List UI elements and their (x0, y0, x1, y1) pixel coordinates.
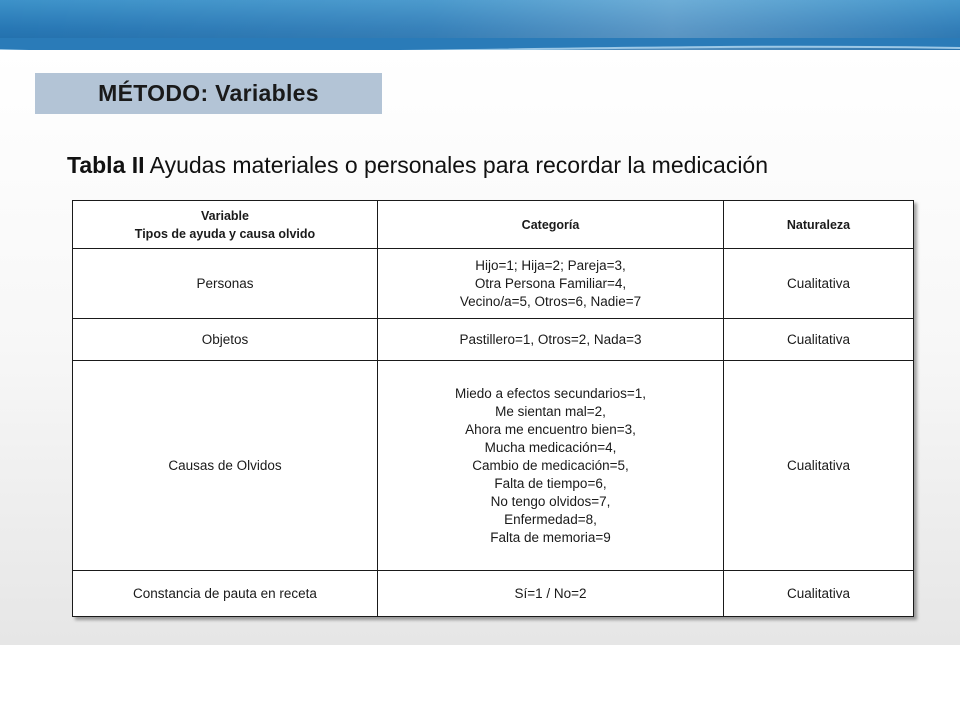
categoria-line: Ahora me encuentro bien=3, (465, 421, 636, 437)
cell-naturaleza: Cualitativa (724, 361, 914, 571)
categoria-line: Hijo=1; Hija=2; Pareja=3, (475, 257, 626, 273)
categoria-line: No tengo olvidos=7, (490, 493, 611, 509)
table-caption-number: Tabla II (67, 152, 145, 178)
table-row (73, 361, 914, 571)
header-variable-line2: Tipos de ayuda y causa olvido (134, 226, 316, 241)
categoria-line: Pastillero=1, Otros=2, Nada=3 (459, 331, 642, 347)
categoria-line: Miedo a efectos secundarios=1, (455, 385, 646, 401)
header-variable-line1: Variable (201, 208, 249, 223)
variables-table (72, 200, 914, 617)
categoria-line: Cambio de medicación=5, (472, 457, 629, 473)
cell-categoria (378, 319, 724, 361)
categoria-line: Falta de memoria=9 (490, 529, 611, 545)
cell-naturaleza: Cualitativa (724, 249, 914, 319)
cell-categoria (378, 361, 724, 571)
table-header-row (73, 201, 914, 249)
categoria-line: Otra Persona Familiar=4, (474, 275, 627, 291)
header-categoria: Categoría (378, 201, 724, 249)
cell-categoria (378, 571, 724, 617)
table-caption (67, 152, 947, 179)
cell-variable: Constancia de pauta en receta (73, 571, 378, 617)
table-row (73, 319, 914, 361)
cell-naturaleza: Cualitativa (724, 319, 914, 361)
cell-variable: Objetos (73, 319, 378, 361)
table-caption-text: Ayudas materiales o personales para recordar la medicación (144, 152, 769, 178)
table-row (73, 249, 914, 319)
cell-variable: Personas (73, 249, 378, 319)
cell-naturaleza: Cualitativa (724, 571, 914, 617)
cell-variable: Causas de Olvidos (73, 361, 378, 571)
footer-area (0, 645, 960, 720)
categoria-line: Falta de tiempo=6, (494, 475, 607, 491)
categoria-line: Mucha medicación=4, (484, 439, 617, 455)
categoria-line: Vecino/a=5, Otros=6, Nadie=7 (459, 293, 642, 309)
header-naturaleza: Naturaleza (724, 201, 914, 249)
section-title: MÉTODO: Variables (35, 73, 382, 114)
header-variable (73, 201, 378, 249)
categoria-line: Enfermedad=8, (504, 511, 597, 527)
categoria-line: Sí=1 / No=2 (514, 585, 587, 601)
cell-categoria (378, 249, 724, 319)
categoria-line: Me sientan mal=2, (495, 403, 606, 419)
table-row (73, 571, 914, 617)
